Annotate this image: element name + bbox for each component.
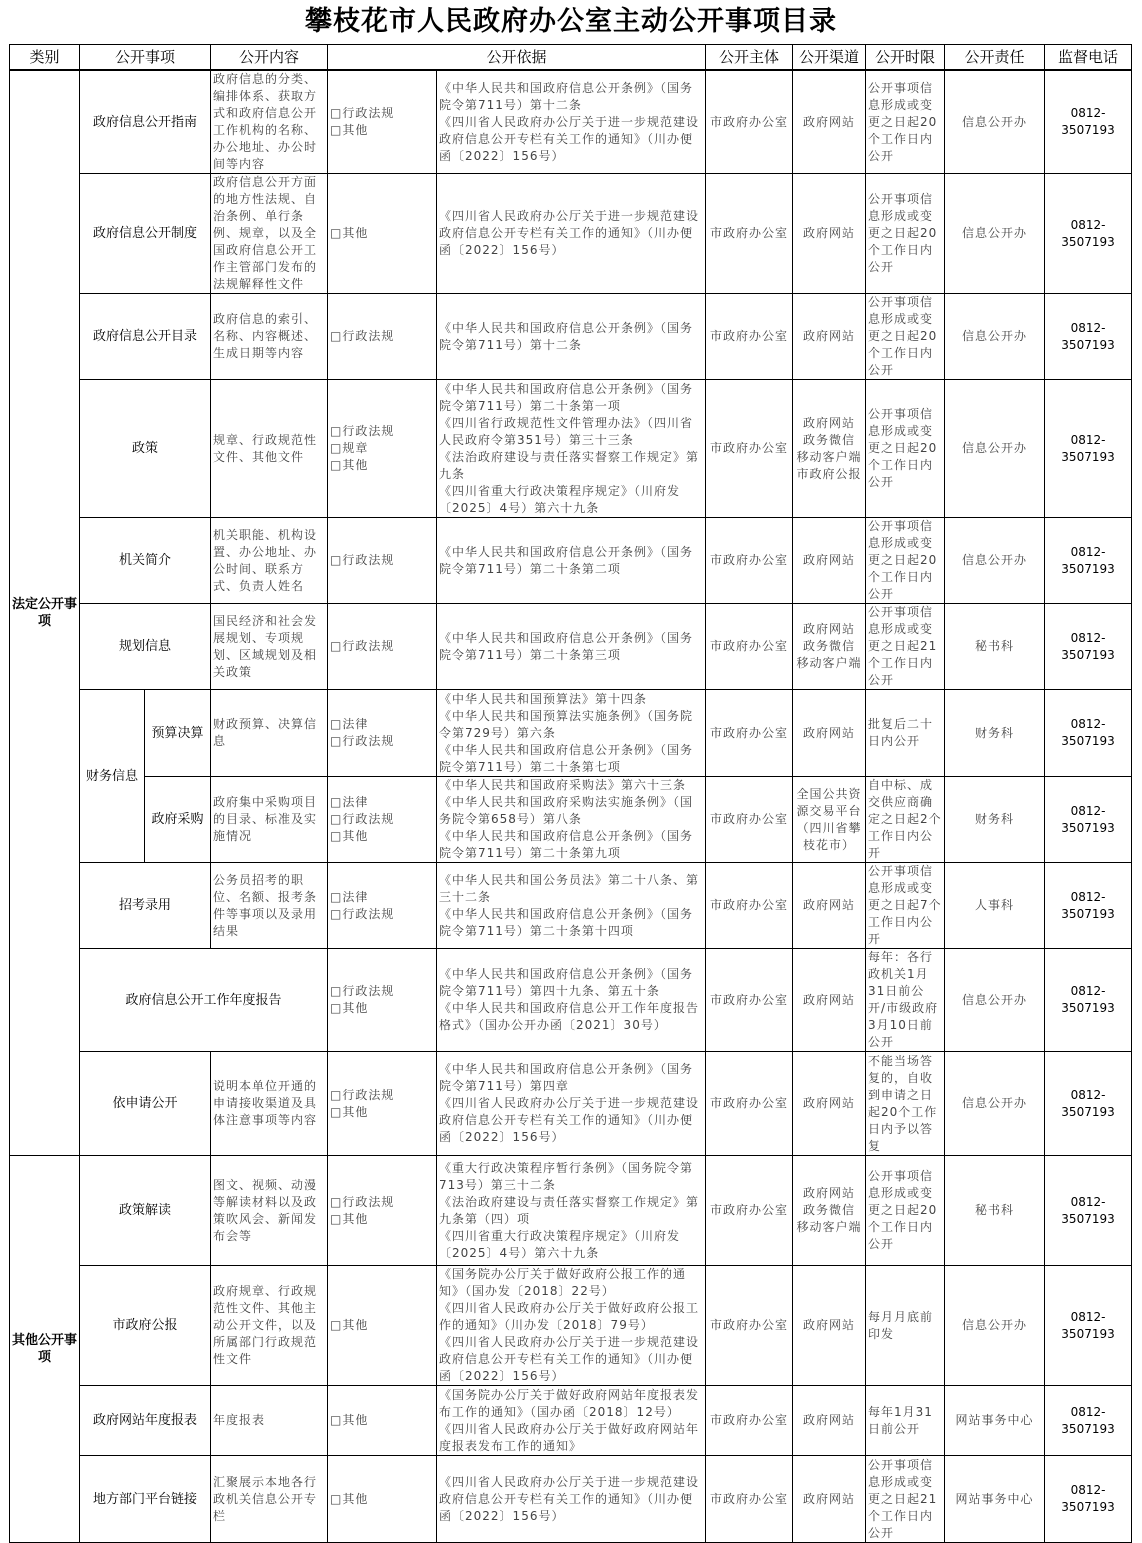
table-row (10, 294, 1132, 380)
basis-text-line: 《中华人民共和国政府信息公开条例》（国务院令第711号）第二十条第十四项 (439, 906, 694, 938)
category-other: 其他公开事项 (10, 1156, 80, 1543)
header-item: 公开事项 (80, 45, 211, 71)
subject-text: 市政府办公室 (706, 1052, 793, 1156)
phone-text: 0812-3507193 (1045, 1386, 1132, 1456)
phone-text: 0812-3507193 (1045, 174, 1132, 294)
content-text: 图文、视频、动漫等解读材料以及政策吹风会、新闻发布会等 (211, 1156, 328, 1266)
item-name: 机关简介 (80, 518, 211, 604)
time-limit-text: 公开事项信息形成或变更之日起21个工作日内公开 (866, 604, 945, 690)
basis-text (437, 863, 706, 949)
basis-text-line: 《法治政府建设与责任落实督察工作规定》第九条第（四）项 (439, 1194, 700, 1226)
basis-text-line: 《中华人民共和国政府信息公开条例》（国务院令第711号）第二十条第三项 (439, 630, 694, 662)
disclosure-type (328, 604, 437, 690)
time-limit-text: 自中标、成交供应商确定之日起2个工作日内公开 (866, 777, 945, 863)
basis-text-line: 《四川省人民政府办公厅关于进一步规范建设政府信息公开专栏有关工作的通知》（川办便函〔2022〕156号） (439, 209, 700, 257)
disclosure-type-line: □其他 (330, 1104, 369, 1119)
content-text: 财政预算、决算信息 (211, 690, 328, 777)
basis-text (437, 777, 706, 863)
channel-text-line: 政府网站 (803, 1096, 856, 1110)
header-row (10, 45, 1132, 71)
phone-text: 0812-3507193 (1045, 380, 1132, 518)
disclosure-type-line: □其他 (330, 1491, 369, 1506)
disclosure-type-line: □其他 (330, 458, 369, 472)
basis-text (437, 604, 706, 690)
subject-text: 市政府办公室 (706, 863, 793, 949)
basis-text-line: 《中华人民共和国预算法实施条例》（国务院令第729号）第六条 (439, 708, 694, 740)
disclosure-type-line: □行政法规 (330, 106, 395, 120)
disclosure-type-line: □行政法规 (330, 906, 395, 921)
time-limit-text: 公开事项信息形成或变更之日起20个工作日内公开 (866, 518, 945, 604)
basis-text-line: 《中华人民共和国预算法》第十四条 (439, 691, 648, 706)
channel-text-line: 政务微信 (803, 432, 856, 447)
disclosure-type (328, 1456, 437, 1543)
basis-text (437, 1386, 706, 1456)
subject-text: 市政府办公室 (706, 518, 793, 604)
disclosure-type (328, 70, 437, 174)
disclosure-type-line: □其他 (330, 123, 369, 137)
header-content: 公开内容 (211, 45, 328, 71)
duty-text: 信息公开办 (945, 949, 1045, 1052)
basis-text (437, 690, 706, 777)
table-row (10, 174, 1132, 294)
table-row (10, 518, 1132, 604)
page-title: 攀枝花市人民政府办公室主动公开事项目录 (305, 6, 837, 37)
disclosure-type-line: □行政法规 (330, 1087, 395, 1102)
channel-text-line: 政府网站 (803, 114, 856, 129)
channel-text (793, 70, 866, 174)
duty-text: 信息公开办 (945, 1266, 1045, 1386)
table-row (10, 949, 1132, 1052)
channel-text-line: 政府网站 (803, 992, 856, 1007)
time-limit-text: 批复后二十日内公开 (866, 690, 945, 777)
content-text: 政府信息的索引、名称、内容概述、生成日期等内容 (211, 294, 328, 380)
header-time: 公开时限 (866, 45, 945, 71)
disclosure-type-line: □其他 (330, 1318, 369, 1332)
disclosure-type-line: □行政法规 (330, 424, 395, 438)
basis-text (437, 70, 706, 174)
item-name: 政府信息公开制度 (80, 174, 211, 294)
basis-text-line: 《中华人民共和国政府信息公开条例》（国务院令第711号）第十二条 (439, 80, 694, 112)
table-row (10, 690, 1132, 777)
channel-text-line: 政府网站 (803, 329, 856, 343)
item-name: 地方部门平台链接 (80, 1456, 211, 1543)
content-text: 说明本单位开通的申请接收渠道及具体注意事项等内容 (211, 1052, 328, 1156)
channel-text (793, 604, 866, 690)
content-text: 公务员招考的职位、名额、报考条件等事项以及录用结果 (211, 863, 328, 949)
duty-text: 网站事务中心 (945, 1456, 1045, 1543)
disclosure-type-line: □行政法规 (330, 734, 395, 748)
duty-text: 信息公开办 (945, 294, 1045, 380)
table-row (10, 863, 1132, 949)
phone-text: 0812-3507193 (1045, 1156, 1132, 1266)
channel-text-line: 移动客户端 (796, 1220, 862, 1234)
table-row (10, 604, 1132, 690)
basis-text-line: 《重大行政决策程序暂行条例》（国务院令第713号）第三十二条 (439, 1160, 694, 1192)
disclosure-type (328, 863, 437, 949)
channel-text (793, 949, 866, 1052)
table-row (10, 1266, 1132, 1386)
disclosure-type-line: □行政法规 (330, 812, 395, 826)
table-row (10, 1156, 1132, 1266)
time-limit-text: 公开事项信息形成或变更之日起20个工作日内公开 (866, 1156, 945, 1266)
channel-text (793, 518, 866, 604)
header-channel: 公开渠道 (793, 45, 866, 71)
basis-text-line: 《四川省人民政府办公厅关于做好政府公报工作的通知》（川办发〔2018〕79号） (439, 1301, 700, 1332)
basis-text-line: 《国务院办公厅关于做好政府公报工作的通知》（国办发〔2018〕22号） (439, 1267, 687, 1298)
phone-text: 0812-3507193 (1045, 604, 1132, 690)
disclosure-type-line: □行政法规 (330, 329, 395, 343)
channel-text-line: 政务微信 (803, 1203, 856, 1217)
disclosure-type (328, 174, 437, 294)
item-name: 政策解读 (80, 1156, 211, 1266)
item-name: 市政府公报 (80, 1266, 211, 1386)
disclosure-type (328, 690, 437, 777)
item-name: 政府信息公开指南 (80, 70, 211, 174)
duty-text: 信息公开办 (945, 518, 1045, 604)
content-text: 规章、行政规范性文件、其他文件 (211, 380, 328, 518)
channel-text (793, 690, 866, 777)
table-row (10, 1052, 1132, 1156)
time-limit-text: 不能当场答复的，自收到申请之日起20个工作日内予以答复 (866, 1052, 945, 1156)
channel-text (793, 1266, 866, 1386)
basis-text-line: 《四川省人民政府办公厅关于进一步规范建设政府信息公开专栏有关工作的通知》（川办便函〔2022〕156号） (439, 1474, 700, 1523)
subject-text: 市政府办公室 (706, 174, 793, 294)
basis-text-line: 《四川省行政规范性文件管理办法》（四川省人民政府令第351号）第三十三条 (439, 415, 694, 447)
item-name: 依申请公开 (80, 1052, 211, 1156)
channel-text-line: 政府网站 (803, 1186, 856, 1200)
basis-text-line: 《四川省人民政府办公厅关于做好政府网站年度报表发布工作的通知》 (439, 1421, 700, 1453)
disclosure-type (328, 1052, 437, 1156)
channel-text (793, 1156, 866, 1266)
subject-text: 市政府办公室 (706, 949, 793, 1052)
basis-text-line: 《国务院办公厅关于做好政府网站年度报表发布工作的通知》（国办函〔2018〕12号） (439, 1387, 700, 1419)
phone-text: 0812-3507193 (1045, 949, 1132, 1052)
basis-text-line: 《中华人民共和国政府信息公开工作年度报告格式》（国办公开办函〔2021〕30号） (439, 1001, 700, 1032)
phone-text: 0812-3507193 (1045, 518, 1132, 604)
basis-text-line: 《四川省人民政府办公厅关于进一步规范建设政府信息公开专栏有关工作的通知》（川办便函〔2022〕156号） (439, 114, 700, 163)
content-text: 机关职能、机构设置、办公地址、办公时间、联系方式、负责人姓名 (211, 518, 328, 604)
basis-text-line: 《法治政府建设与责任落实督察工作规定》第九条 (439, 449, 700, 481)
header-basis: 公开依据 (328, 45, 706, 71)
basis-text-line: 《中华人民共和国政府采购法实施条例》（国务院令第658号）第八条 (439, 795, 694, 826)
duty-text: 秘书科 (945, 1156, 1045, 1266)
disclosure-type (328, 1266, 437, 1386)
channel-text-line: 全国公共资源交易平台（四川省攀枝花市） (796, 786, 862, 852)
time-limit-text: 每年1月31日前公开 (866, 1386, 945, 1456)
item-name: 政策 (80, 380, 211, 518)
channel-text (793, 380, 866, 518)
subject-text: 市政府办公室 (706, 604, 793, 690)
basis-text-line: 《中华人民共和国政府信息公开条例》（国务院令第711号）第十二条 (439, 320, 694, 352)
channel-text-line: 政府网站 (803, 226, 856, 240)
channel-text (793, 174, 866, 294)
basis-text-line: 《中华人民共和国政府信息公开条例》（国务院令第711号）第二十条第二项 (439, 544, 694, 576)
content-text: 政府规章、行政规范性文件、其他主动公开文件，以及所属部门行政规范性文件 (211, 1266, 328, 1386)
channel-text (793, 1456, 866, 1543)
basis-text (437, 1052, 706, 1156)
disclosure-type (328, 380, 437, 518)
channel-text-line: 政府网站 (803, 1413, 856, 1427)
subject-text: 市政府办公室 (706, 70, 793, 174)
duty-text: 信息公开办 (945, 1052, 1045, 1156)
time-limit-text: 公开事项信息形成或变更之日起20个工作日内公开 (866, 380, 945, 518)
channel-text-line: 政府网站 (803, 725, 856, 740)
subject-text: 市政府办公室 (706, 1266, 793, 1386)
time-limit-text: 公开事项信息形成或变更之日起20个工作日内公开 (866, 70, 945, 174)
basis-text (437, 1156, 706, 1266)
basis-text-line: 《中华人民共和国政府信息公开条例》（国务院令第711号）第二十条第七项 (439, 742, 694, 774)
channel-text-line: 政府网站 (803, 415, 856, 430)
disclosure-type-line: □行政法规 (330, 553, 395, 567)
basis-text (437, 949, 706, 1052)
basis-text (437, 174, 706, 294)
disclosure-type-line: □其他 (330, 1211, 369, 1226)
disclosure-type-line: □其他 (330, 829, 369, 843)
basis-text (437, 518, 706, 604)
disclosure-type-line: □规章 (330, 441, 369, 455)
channel-text (793, 1386, 866, 1456)
content-text: 年度报表 (211, 1386, 328, 1456)
time-limit-text: 公开事项信息形成或变更之日起20个工作日内公开 (866, 174, 945, 294)
phone-text: 0812-3507193 (1045, 1052, 1132, 1156)
disclosure-type-line: □法律 (330, 795, 369, 809)
phone-text: 0812-3507193 (1045, 863, 1132, 949)
disclosure-type (328, 777, 437, 863)
channel-text-line: 政府网站 (803, 622, 856, 636)
channel-text-line: 移动客户端 (796, 449, 862, 464)
disclosure-type (328, 1156, 437, 1266)
disclosure-type-line: □行政法规 (330, 639, 395, 653)
table-row (10, 1386, 1132, 1456)
subject-text: 市政府办公室 (706, 1456, 793, 1543)
header-phone: 监督电话 (1045, 45, 1132, 71)
basis-text-line: 《中华人民共和国政府信息公开条例》（国务院令第711号）第四章 (439, 1062, 694, 1093)
disclosure-type-line: □法律 (330, 889, 369, 904)
basis-text-line: 《四川省人民政府办公厅关于进一步规范建设政府信息公开专栏有关工作的通知》（川办便函〔2022〕156号） (439, 1335, 700, 1383)
content-text: 汇聚展示本地各行政机关信息公开专栏 (211, 1456, 328, 1543)
disclosure-type-line: □其他 (330, 226, 369, 240)
basis-text-line: 《中华人民共和国公务员法》第二十八条、第三十二条 (439, 872, 700, 904)
table-row (10, 70, 1132, 174)
basis-text-line: 《中华人民共和国政府信息公开条例》（国务院令第711号）第二十条第一项 (439, 381, 694, 413)
channel-text (793, 294, 866, 380)
time-limit-text: 公开事项信息形成或变更之日起21个工作日内公开 (866, 1456, 945, 1543)
duty-text: 网站事务中心 (945, 1386, 1045, 1456)
phone-text: 0812-3507193 (1045, 777, 1132, 863)
channel-text (793, 1052, 866, 1156)
header-subject: 公开主体 (706, 45, 793, 71)
disclosure-type-line: □其他 (330, 1001, 369, 1015)
category-legal: 法定公开事项 (10, 70, 80, 1156)
item-name: 招考录用 (80, 863, 211, 949)
basis-text-line: 《中华人民共和国政府信息公开条例》（国务院令第711号）第四十九条、第五十条 (439, 967, 694, 998)
item-name: 预算决算 (145, 690, 211, 777)
time-limit-text: 每年：各行政机关1月31日前公开/市级政府3月10日前公开 (866, 949, 945, 1052)
subject-text: 市政府办公室 (706, 690, 793, 777)
disclosure-table (9, 44, 1132, 1543)
disclosure-type (328, 1386, 437, 1456)
channel-text-line: 政务微信 (803, 639, 856, 653)
header-duty: 公开责任 (945, 45, 1045, 71)
phone-text: 0812-3507193 (1045, 70, 1132, 174)
disclosure-type (328, 518, 437, 604)
subject-text: 市政府办公室 (706, 380, 793, 518)
channel-text-line: 市政府公报 (796, 466, 862, 481)
time-limit-text: 公开事项信息形成或变更之日起20个工作日内公开 (866, 294, 945, 380)
table-row (10, 777, 1132, 863)
content-text: 政府信息公开方面的地方性法规、自治条例、单行条例、规章，以及全国政府信息公开工作主管部门发布的法规解释性文件 (211, 174, 328, 294)
subject-text: 市政府办公室 (706, 294, 793, 380)
duty-text: 人事科 (945, 863, 1045, 949)
duty-text: 信息公开办 (945, 70, 1045, 174)
finance-group-label: 财务信息 (80, 690, 145, 863)
channel-text (793, 863, 866, 949)
duty-text: 财务科 (945, 690, 1045, 777)
phone-text: 0812-3507193 (1045, 294, 1132, 380)
disclosure-type-line: □其他 (330, 1413, 369, 1427)
channel-text-line: 政府网站 (803, 1318, 856, 1332)
basis-text-line: 《中华人民共和国政府信息公开条例》（国务院令第711号）第二十条第九项 (439, 829, 694, 860)
table-row (10, 380, 1132, 518)
basis-text-line: 《四川省重大行政决策程序规定》（川府发〔2025〕4号）第六十九条 (439, 1228, 681, 1260)
channel-text-line: 政府网站 (803, 898, 856, 912)
item-name: 政府采购 (145, 777, 211, 863)
channel-text-line: 政府网站 (803, 1491, 856, 1506)
basis-text-line: 《四川省重大行政决策程序规定》（川府发〔2025〕4号）第六十九条 (439, 483, 681, 515)
phone-text: 0812-3507193 (1045, 1456, 1132, 1543)
content-text: 政府集中采购项目的目录、标准及实施情况 (211, 777, 328, 863)
duty-text: 信息公开办 (945, 174, 1045, 294)
item-name: 政府网站年度报表 (80, 1386, 211, 1456)
basis-text-line: 《中华人民共和国政府采购法》第六十三条 (439, 778, 687, 792)
content-text: 国民经济和社会发展规划、专项规划、区域规划及相关政策 (211, 604, 328, 690)
duty-text: 财务科 (945, 777, 1045, 863)
item-name: 政府信息公开工作年度报告 (80, 949, 328, 1052)
disclosure-type-line: □行政法规 (330, 1194, 395, 1209)
header-category: 类别 (10, 45, 80, 71)
basis-text-line: 《四川省人民政府办公厅关于进一步规范建设政府信息公开专栏有关工作的通知》（川办便函〔2022〕156号） (439, 1096, 700, 1144)
phone-text: 0812-3507193 (1045, 690, 1132, 777)
time-limit-text: 每月月底前印发 (866, 1266, 945, 1386)
time-limit-text: 公开事项信息形成或变更之日起7个工作日内公开 (866, 863, 945, 949)
basis-text (437, 1266, 706, 1386)
item-name: 规划信息 (80, 604, 211, 690)
duty-text: 信息公开办 (945, 380, 1045, 518)
basis-text (437, 380, 706, 518)
duty-text: 秘书科 (945, 604, 1045, 690)
channel-text-line: 移动客户端 (796, 656, 862, 670)
table-row (10, 1456, 1132, 1543)
disclosure-type (328, 294, 437, 380)
channel-text (793, 777, 866, 863)
disclosure-type-line: □行政法规 (330, 984, 395, 998)
basis-text (437, 294, 706, 380)
content-text: 政府信息的分类、编排体系、获取方式和政府信息公开工作机构的名称、办公地址、办公时间等内容 (211, 70, 328, 174)
channel-text-line: 政府网站 (803, 553, 856, 567)
item-name: 政府信息公开目录 (80, 294, 211, 380)
basis-text (437, 1456, 706, 1543)
subject-text: 市政府办公室 (706, 1386, 793, 1456)
disclosure-type-line: □法律 (330, 717, 369, 731)
disclosure-type (328, 949, 437, 1052)
subject-text: 市政府办公室 (706, 1156, 793, 1266)
phone-text: 0812-3507193 (1045, 1266, 1132, 1386)
subject-text: 市政府办公室 (706, 777, 793, 863)
